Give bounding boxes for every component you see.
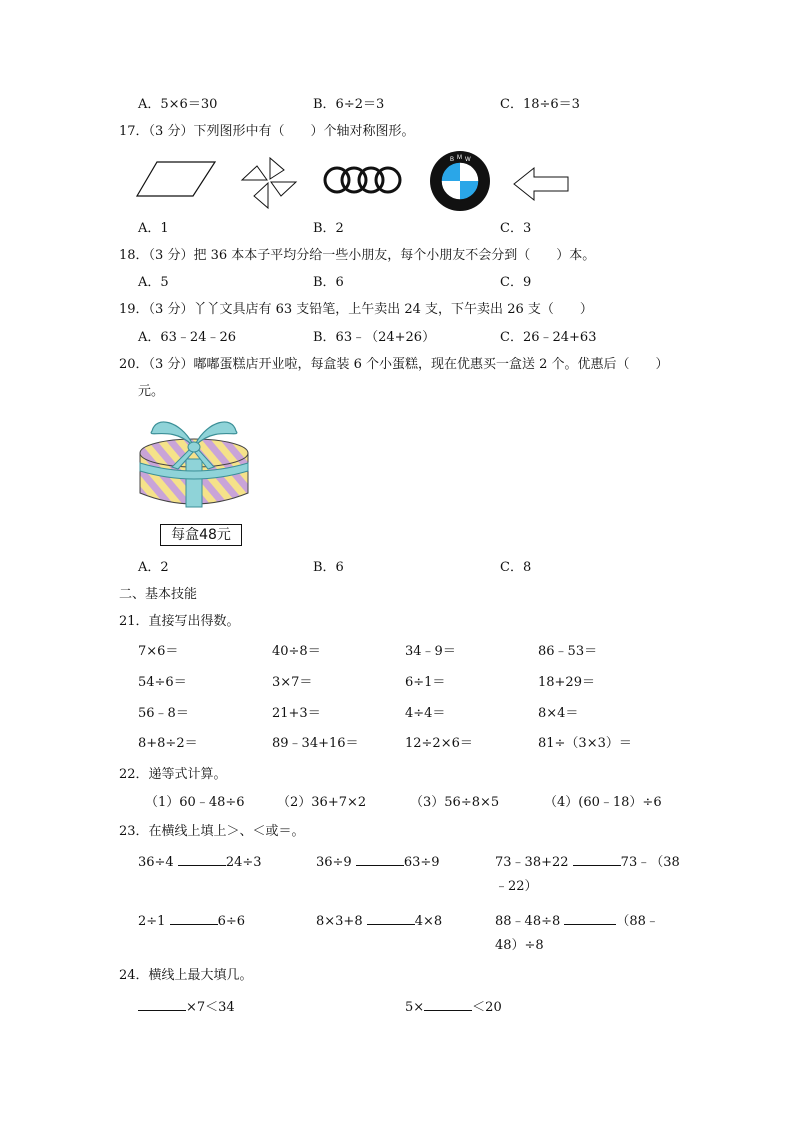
- q16-option-b: B．6÷2＝3: [313, 97, 385, 112]
- q21-item: 18+29＝: [538, 675, 595, 690]
- q17-option-b: B．2: [313, 221, 344, 236]
- q20-option-a: A．2: [138, 560, 169, 575]
- bmw-letter-m: M: [457, 155, 462, 161]
- q21-item: 8×4＝: [538, 706, 579, 721]
- q23-r1-item2: 36÷9 63÷9: [316, 855, 440, 870]
- answer-blank[interactable]: [170, 912, 218, 925]
- q23-r2-item2: 8×3+8 4×8: [316, 914, 443, 929]
- price-tag: 每盒48元: [160, 524, 242, 546]
- bmw-letter-w: W: [465, 157, 471, 163]
- q24-stem: 24．横线上最大填几。: [119, 968, 253, 983]
- q21-item: 4÷4＝: [405, 706, 446, 721]
- q20-option-c: C．8: [500, 560, 532, 575]
- q21-item: 86﹣53＝: [538, 644, 598, 659]
- gift-box-illustration: [136, 405, 252, 511]
- answer-blank[interactable]: [178, 853, 226, 866]
- q19-option-a: A．63﹣24﹣26: [138, 330, 237, 345]
- q24-item-left: ×7＜34: [138, 998, 235, 1016]
- q21-item: 7×6＝: [138, 644, 179, 659]
- q21-item: 89﹣34+16＝: [272, 736, 359, 751]
- pinwheel-figure: [240, 156, 298, 212]
- q20-stem: 20．（3 分）嘟嘟蛋糕店开业啦，每盒装 6 个小蛋糕，现在优惠买一盒送 2 个。优惠后（ ）: [119, 357, 669, 372]
- q16-option-a: A．5×6＝30: [138, 97, 218, 112]
- answer-blank[interactable]: [367, 912, 415, 925]
- q20-option-b: B．6: [313, 560, 344, 575]
- answer-blank[interactable]: [564, 912, 616, 925]
- left-arrow-figure: [512, 166, 570, 202]
- q23-r2-item3-continued: 48）÷8: [495, 938, 544, 953]
- q21-item: 81÷（3×3）＝: [538, 736, 632, 751]
- q17-option-c: C．3: [500, 221, 532, 236]
- q21-item: 34﹣9＝: [405, 644, 456, 659]
- answer-blank[interactable]: [424, 998, 472, 1011]
- q23-stem: 23．在横线上填上＞、＜或＝。: [119, 824, 305, 839]
- q22-item-3: （3）56÷8×5: [410, 795, 500, 810]
- q24-item-right: 5× ＜20: [405, 1000, 502, 1015]
- q23-r1-item1: 36÷4 24÷3: [138, 855, 262, 870]
- q21-item: 21+3＝: [272, 706, 321, 721]
- q23-r2-item1: 2÷1 6÷6: [138, 914, 246, 929]
- q22-item-4: （4）(60﹣18）÷6: [544, 795, 662, 810]
- section-heading-basic-skills: 二、基本技能: [119, 587, 198, 602]
- q17-option-a: A．1: [138, 221, 169, 236]
- q21-stem: 21．直接写出得数。: [119, 614, 240, 629]
- q21-item: 12÷2×6＝: [405, 736, 473, 751]
- q19-option-b: B．63﹣（24+26）: [313, 330, 436, 345]
- q18-stem: 18．（3 分）把 36 本本子平均分给一些小朋友，每个小朋友不会分到（ ）本。: [119, 248, 596, 263]
- q18-option-a: A．5: [138, 275, 169, 290]
- q21-item: 8+8÷2＝: [138, 736, 198, 751]
- q21-item: 3×7＝: [272, 675, 313, 690]
- answer-blank[interactable]: [138, 998, 186, 1011]
- bmw-logo-figure: [429, 150, 491, 212]
- parallelogram-figure: [137, 160, 217, 200]
- q22-item-2: （2）36+7×2: [277, 795, 367, 810]
- answer-blank[interactable]: [573, 853, 621, 866]
- q23-r1-item3-continued: ﹣22）: [495, 879, 538, 894]
- four-rings-logo-figure: [322, 164, 402, 196]
- q18-option-b: B．6: [313, 275, 344, 290]
- q21-item: 40÷8＝: [272, 644, 321, 659]
- q22-item-1: （1）60﹣48÷6: [145, 795, 245, 810]
- q17-stem: 17．（3 分）下列图形中有（ ）个轴对称图形。: [119, 124, 415, 139]
- q23-r1-item3: 73﹣38+22 73﹣（38: [495, 855, 680, 870]
- q21-item: 54÷6＝: [138, 675, 187, 690]
- q23-r2-item3: 88﹣48÷8 （88﹣: [495, 914, 659, 929]
- q16-option-c: C．18÷6＝3: [500, 97, 580, 112]
- q20-stem-continued: 元。: [138, 384, 165, 399]
- q21-item: 6÷1＝: [405, 675, 446, 690]
- q18-option-c: C．9: [500, 275, 532, 290]
- q19-stem: 19．（3 分）丫丫文具店有 63 支铅笔，上午卖出 24 支，下午卖出 26 支（ ）: [119, 302, 593, 317]
- bmw-letter-b: B: [450, 157, 455, 163]
- q19-option-c: C．26﹣24+63: [500, 330, 597, 345]
- q22-stem: 22．递等式计算。: [119, 767, 227, 782]
- answer-blank[interactable]: [356, 853, 404, 866]
- q21-item: 56﹣8＝: [138, 706, 189, 721]
